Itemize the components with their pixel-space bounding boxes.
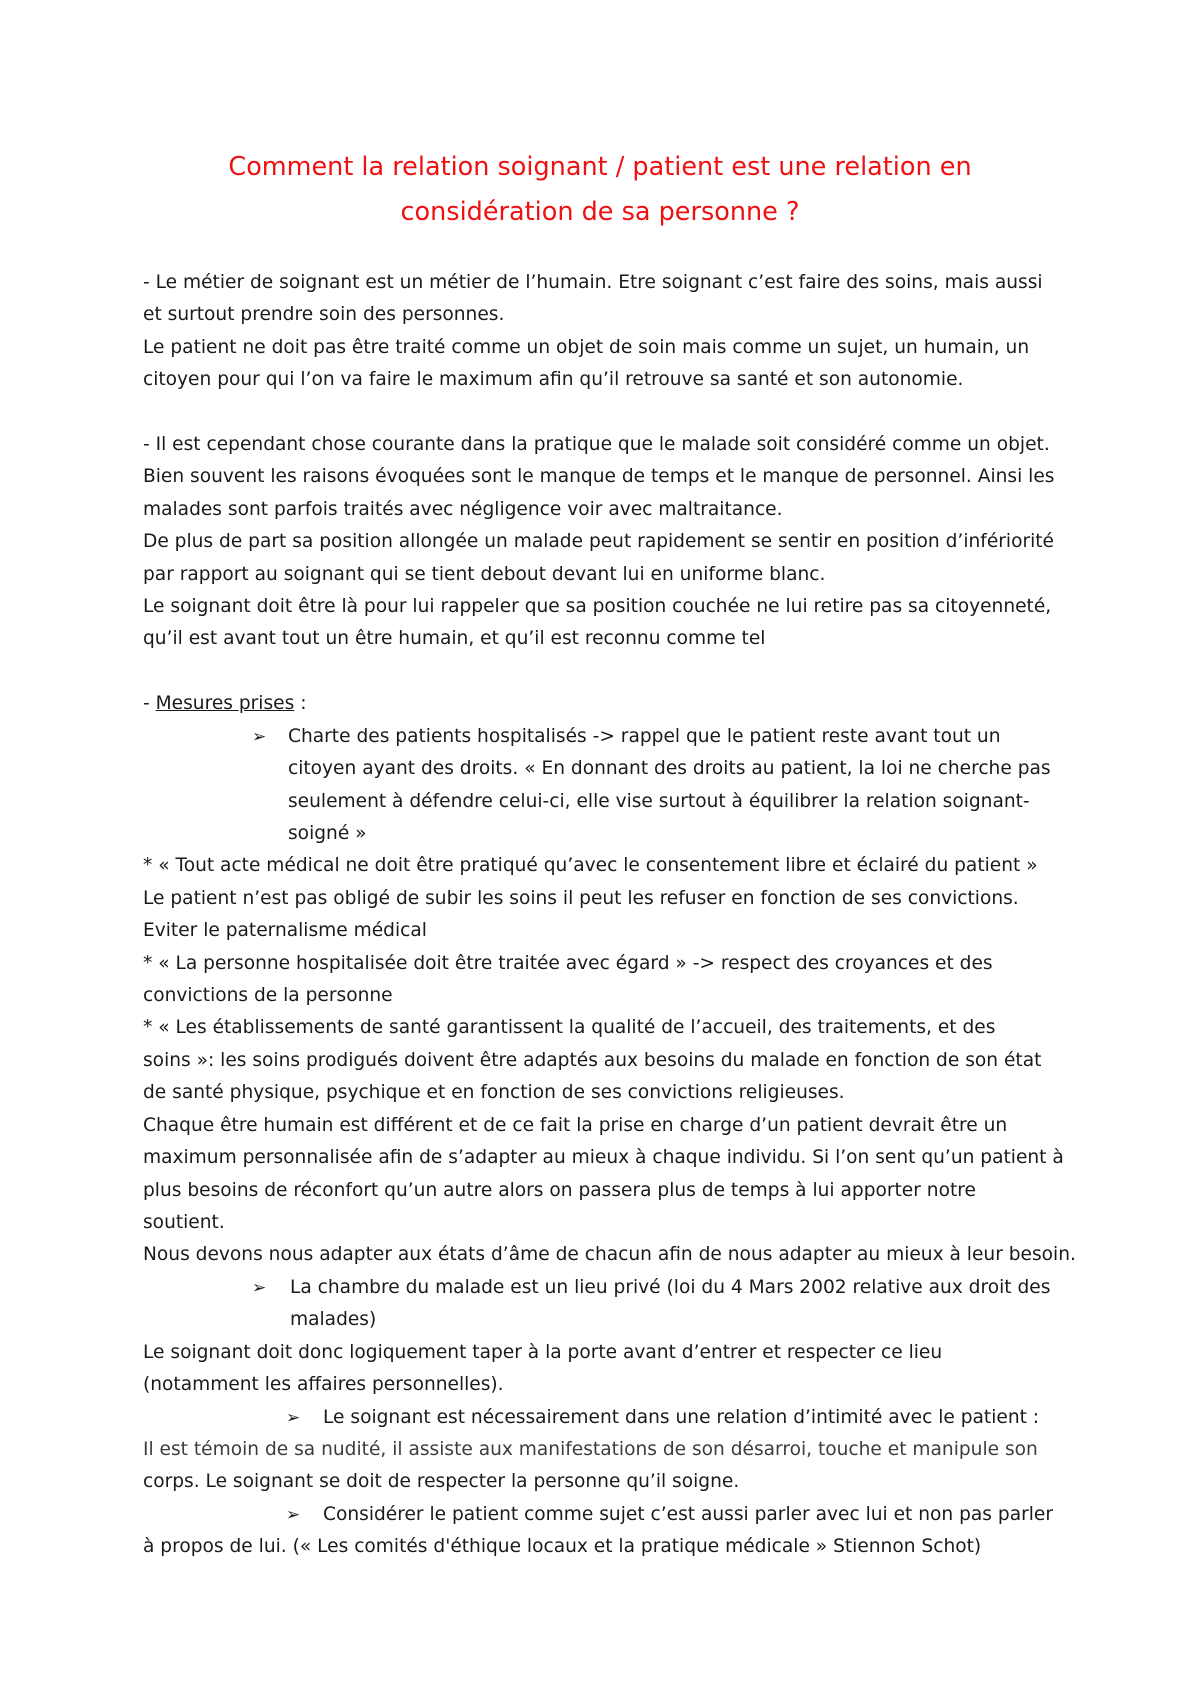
paragraph-line: Bien souvent les raisons évoquées sont le manque de temps et le manque de personnel. Ainsi les xyxy=(143,466,1055,487)
paragraph-line: (notamment les affaires personnelles). xyxy=(143,1374,504,1395)
paragraph-line: Chaque être humain est différent et de ce fait la prise en charge d’un patient devrait être un xyxy=(143,1115,1008,1136)
paragraph-line: * « Les établissements de santé garantissent la qualité de l’accueil, des traitements, et des xyxy=(143,1017,996,1038)
arrow-bullet-icon: ➢ xyxy=(252,1278,267,1298)
paragraph-line: à propos de lui. (« Les comités d'éthique locaux et la pratique médicale » Stiennon Schot) xyxy=(143,1536,982,1557)
bullet-line: soigné » xyxy=(288,823,367,844)
paragraph-line: plus besoins de réconfort qu’un autre alors on passera plus de temps à lui apporter notre xyxy=(143,1180,976,1201)
paragraph-line: Eviter le paternalisme médical xyxy=(143,920,427,941)
paragraph-line: malades sont parfois traités avec négligence voir avec maltraitance. xyxy=(143,499,783,520)
paragraph-line: corps. Le soignant se doit de respecter la personne qu’il soigne. xyxy=(143,1471,740,1492)
paragraph-line: Le patient ne doit pas être traité comme un objet de soin mais comme un sujet, un humain, un xyxy=(143,337,1030,358)
paragraph-line: - Le métier de soignant est un métier de l’humain. Etre soignant c’est faire des soins, mais aussi xyxy=(143,272,1043,293)
arrow-bullet-icon: ➢ xyxy=(286,1505,301,1525)
paragraph-line: Le patient n’est pas obligé de subir les soins il peut les refuser en fonction de ses convictions. xyxy=(143,888,1019,909)
paragraph-line: de santé physique, psychique et en fonction de ses convictions religieuses. xyxy=(143,1082,845,1103)
paragraph-line: Il est témoin de sa nudité, il assiste aux manifestations de son désarroi, touche et manipule son xyxy=(143,1439,1038,1460)
bullet-line: Le soignant est nécessairement dans une relation d’intimité avec le patient : xyxy=(323,1407,1040,1428)
paragraph-line: Nous devons nous adapter aux états d’âme de chacun afin de nous adapter au mieux à leur besoin. xyxy=(143,1244,1076,1265)
arrow-bullet-icon: ➢ xyxy=(286,1408,301,1428)
paragraph-line: * « La personne hospitalisée doit être traitée avec égard » -> respect des croyances et des xyxy=(143,953,993,974)
bullet-line: malades) xyxy=(290,1309,377,1330)
paragraph-line: Le soignant doit être là pour lui rappeler que sa position couchée ne lui retire pas sa citoyenneté, xyxy=(143,596,1052,617)
mesures-label: Mesures prises xyxy=(155,693,295,714)
arrow-bullet-icon: ➢ xyxy=(252,727,267,747)
paragraph-line: soins »: les soins prodigués doivent être adaptés aux besoins du malade en fonction de son état xyxy=(143,1050,1042,1071)
bullet-line: Charte des patients hospitalisés -> rappel que le patient reste avant tout un xyxy=(288,726,1001,747)
paragraph-line: citoyen pour qui l’on va faire le maximum afin qu’il retrouve sa santé et son autonomie. xyxy=(143,369,964,390)
paragraph-line: convictions de la personne xyxy=(143,985,393,1006)
title-line-1: Comment la relation soignant / patient est une relation en xyxy=(228,152,972,182)
paragraph-line: soutient. xyxy=(143,1212,225,1233)
paragraph-line: Le soignant doit donc logiquement taper à la porte avant d’entrer et respecter ce lieu xyxy=(143,1342,943,1363)
title-line-2: considération de sa personne ? xyxy=(400,197,800,227)
bullet-line: Considérer le patient comme sujet c’est aussi parler avec lui et non pas parler xyxy=(323,1504,1053,1525)
paragraph-line: par rapport au soignant qui se tient debout devant lui en uniforme blanc. xyxy=(143,564,826,585)
paragraph-line: - Il est cependant chose courante dans la pratique que le malade soit considéré comme un objet. xyxy=(143,434,1050,455)
bullet-line: La chambre du malade est un lieu privé (loi du 4 Mars 2002 relative aux droit des xyxy=(290,1277,1051,1298)
bullet-line: seulement à défendre celui-ci, elle vise surtout à équilibrer la relation soignant- xyxy=(288,791,1030,812)
paragraph-line: De plus de part sa position allongée un malade peut rapidement se sentir en position d’infériorité xyxy=(143,531,1054,552)
mesures-colon: : xyxy=(294,693,307,714)
mesures-heading xyxy=(143,691,306,717)
paragraph-line: qu’il est avant tout un être humain, et qu’il est reconnu comme tel xyxy=(143,628,766,649)
paragraph-line: * « Tout acte médical ne doit être pratiqué qu’avec le consentement libre et éclairé du patient » xyxy=(143,855,1038,876)
mesures-dash: - xyxy=(143,693,156,714)
paragraph-line: maximum personnalisée afin de s’adapter au mieux à chaque individu. Si l’on sent qu’un patient à xyxy=(143,1147,1064,1168)
paragraph-line: et surtout prendre soin des personnes. xyxy=(143,304,505,325)
bullet-line: citoyen ayant des droits. « En donnant des droits au patient, la loi ne cherche pas xyxy=(288,758,1051,779)
